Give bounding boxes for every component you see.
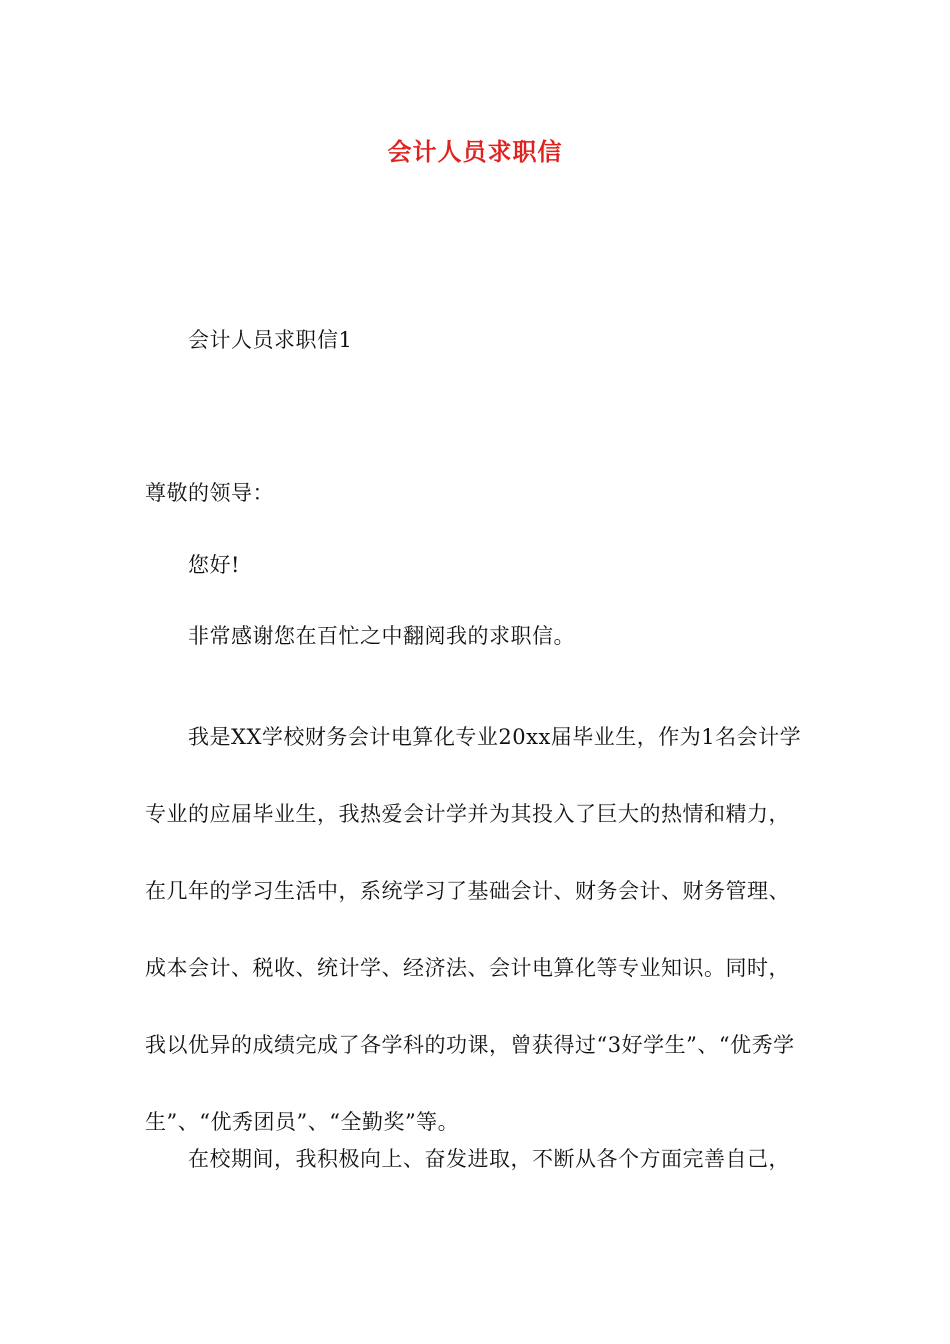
paragraph-school-period-text: 在校期间，我积极向上、奋发进取，不断从各个方面完善自己，: [188, 1147, 790, 1171]
letter-heading: 会计人员求职信1: [188, 328, 353, 352]
salutation: 尊敬的领导：: [145, 481, 274, 505]
paragraph-thanks: 非常感谢您在百忙之中翻阅我的求职信。: [188, 624, 575, 648]
greeting: 您好!: [188, 553, 240, 577]
paragraph-school-period: [145, 1142, 820, 1176]
document-title: 会计人员求职信: [387, 137, 563, 166]
paragraph-introduction: 我是XX学校财务会计电算化专业20xx届毕业生，作为1名会计学专业的应届毕业生，我热爱会计学并为其投入了巨大的热情和精力，在几年的学习生活中，系统学习了基础会计、财务会计、财务管理、成本会计、税收、统计学、经济法、会计电算化等专业知识。同时，我以优异的成绩完成了各学科的功课，曾获得过“3好学生”、“优秀学生”、“优秀团员”、“全勤奖”等。: [145, 725, 802, 1134]
